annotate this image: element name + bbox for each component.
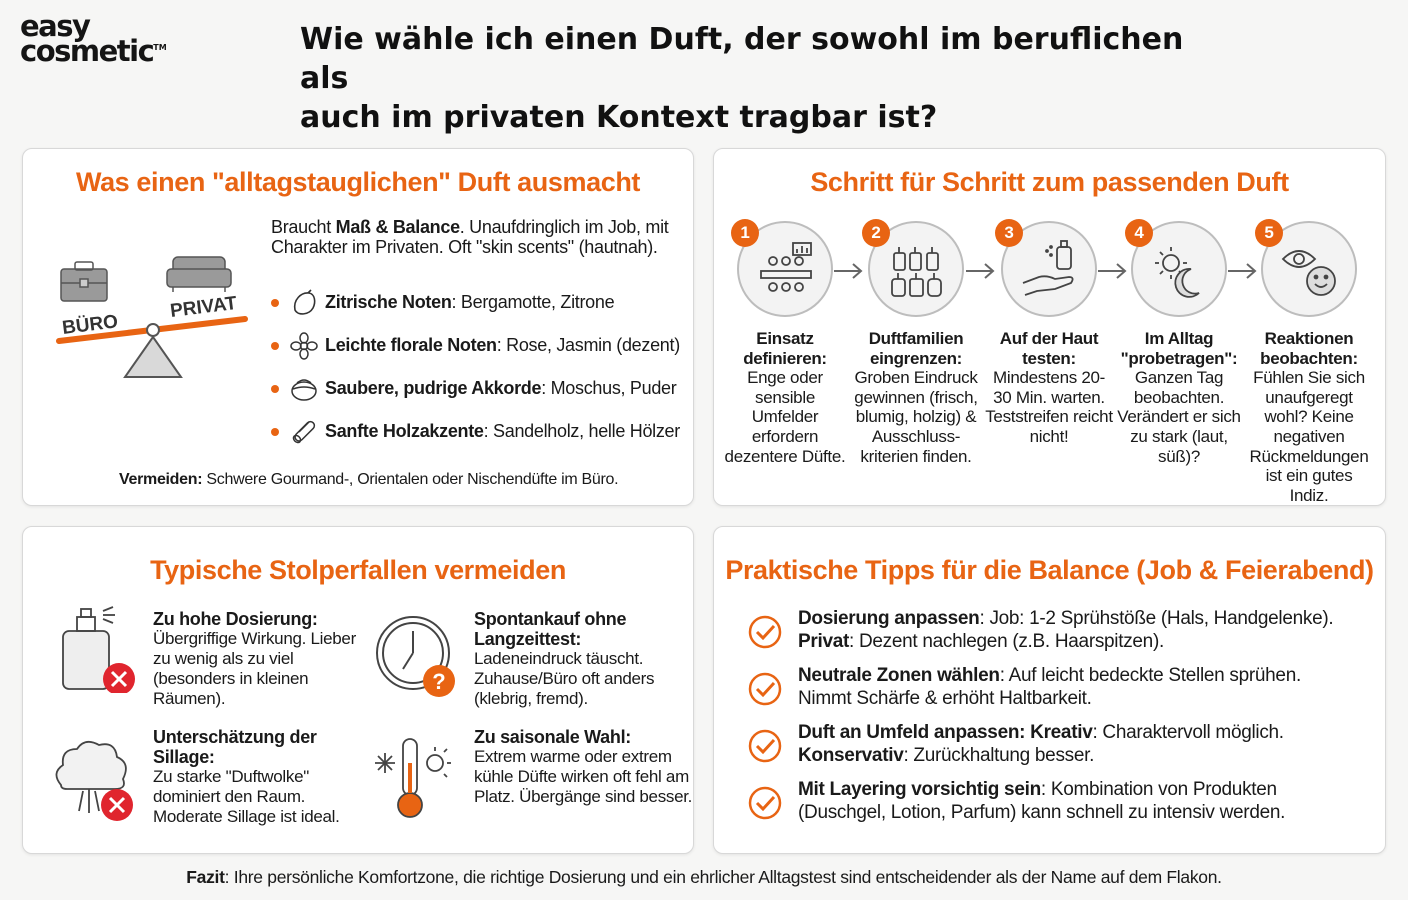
brand-line1: easy [20, 9, 90, 43]
panel-heading: Typische Stolperfallen vermeiden [150, 555, 566, 585]
panel-heading: Praktische Tipps für die Balance (Job & Feierabend) [725, 555, 1374, 585]
panel-tips [713, 526, 1386, 854]
note-list [271, 281, 691, 453]
brand-line2: cosmetic™ [20, 33, 167, 68]
step-4: 4 Im Alltag "probetragen": Ganzen Tag beobachten. Verändert er sich zu stark (laut, süß)? [1114, 221, 1244, 466]
flower-icon [289, 331, 319, 361]
step-5: 5 Reaktionen beobachten: Fühlen Sie sich unaufgeregt wohl? Keine negativen Rückmeldungen ist ein gutes Indiz. [1244, 221, 1374, 505]
intro-text: Braucht Maß & Balance. Unaufdringlich im Job, mit Charakter im Privaten. Oft "skin scents" (hautnah). [271, 217, 669, 257]
spray-hand-icon [1017, 237, 1083, 303]
step-1: 1 Einsatz definieren: Enge oder sensible Umfelder erfordern dezentere Düfte. [720, 221, 850, 466]
scale-label-buero: BÜRO [61, 311, 120, 339]
clock-question-icon [373, 611, 463, 701]
step-number: 1 [731, 219, 759, 247]
page-title: Wie wähle ich einen Duft, der sowohl im beruflichen als auch im privaten Kontext tragbar ist? [300, 22, 1184, 135]
scale-label-privat: PRIVAT [169, 292, 238, 322]
tip-item: Neutrale Zonen wählen: Auf leicht bedeckte Stellen sprühen. Nimmt Schärfe & erhöht Haltbarkeit. [740, 664, 1370, 721]
balance-scale-icon [53, 249, 253, 389]
list-item: Leichte florale Noten: Rose, Jasmin (dezent) [271, 324, 691, 367]
eye-smile-icon [1277, 237, 1343, 303]
sun-moon-icon [1147, 237, 1213, 303]
list-item: Saubere, pudrige Akkorde: Moschus, Puder [271, 367, 691, 410]
thermometer-season-icon [369, 733, 459, 823]
tip-item: Duft an Umfeld anpassen: Kreativ: Charaktervoll möglich. Konservativ: Zurückhaltung besser. [740, 721, 1370, 778]
panel-alltagstauglich [22, 148, 694, 506]
avoid-note: Vermeiden: Schwere Gourmand-, Orientalen oder Nischendüfte im Büro. [119, 471, 619, 488]
citrus-icon [289, 288, 319, 318]
meeting-icon [753, 237, 819, 303]
step-2: 2 Duftfamilien eingrenzen: Groben Eindruck gewinnen (frisch, blumig, holzig) & Ausschluss-kriterien finden. [851, 221, 981, 466]
pitfall-item: Zu saisonale Wahl: Extrem warme oder extrem kühle Düfte wirken oft fehl am Platz. Übergänge sind besser. [474, 727, 693, 806]
perfume-bottles-icon [884, 237, 950, 303]
svg-text:?: ? [432, 669, 446, 694]
check-circle-icon [748, 786, 782, 820]
list-item: Sanfte Holzakzente: Sandelholz, helle Hölzer [271, 410, 691, 453]
pitfall-item: Zu hohe Dosierung: Übergriffige Wirkung. Lieber zu wenig als zu viel (besonders in kleinen Räumen). [153, 609, 356, 708]
panel-heading: Was einen "alltagstauglichen" Duft ausmacht [75, 167, 640, 197]
conclusion: Fazit: Ihre persönliche Komfortzone, die richtige Dosierung und ein ehrlicher Alltagstest sind entscheidender als der Name auf dem Flakon. [186, 867, 1222, 887]
list-item: Zitrische Noten: Bergamotte, Zitrone [271, 281, 691, 324]
cloud-x-icon [49, 733, 139, 823]
brand-logo [20, 9, 167, 68]
tip-item: Mit Layering vorsichtig sein: Kombination von Produkten (Duschgel, Lotion, Parfum) kann schnell zu intensiv werden. [740, 778, 1370, 835]
tip-item: Dosierung anpassen: Job: 1-2 Sprühstöße (Hals, Handgelenke). Privat: Dezent nachlegen (z.B. Haarspitzen). [740, 607, 1370, 664]
check-circle-icon [748, 615, 782, 649]
spray-bottle-x-icon [51, 603, 141, 693]
powder-puff-icon [289, 374, 319, 404]
wood-icon [289, 417, 319, 447]
pitfall-item: Unterschätzung der Sillage: Zu starke "Duftwolke" dominiert den Raum. Moderate Sillage ist ideal. [153, 727, 340, 826]
panel-pitfalls [22, 526, 694, 854]
step-3: 3 Auf der Haut testen: Mindestens 20-30 Min. warten. Teststreifen reicht nicht! [984, 221, 1114, 447]
check-circle-icon [748, 729, 782, 763]
tip-list [740, 607, 1370, 835]
check-circle-icon [748, 672, 782, 706]
panel-steps [713, 148, 1386, 506]
panel-heading: Schritt für Schritt zum passenden Duft [810, 167, 1289, 197]
pitfall-item: Spontankauf ohne Langzeittest: Ladeneindruck täuscht. Zuhause/Büro oft anders (klebrig, fremd). [474, 609, 655, 708]
